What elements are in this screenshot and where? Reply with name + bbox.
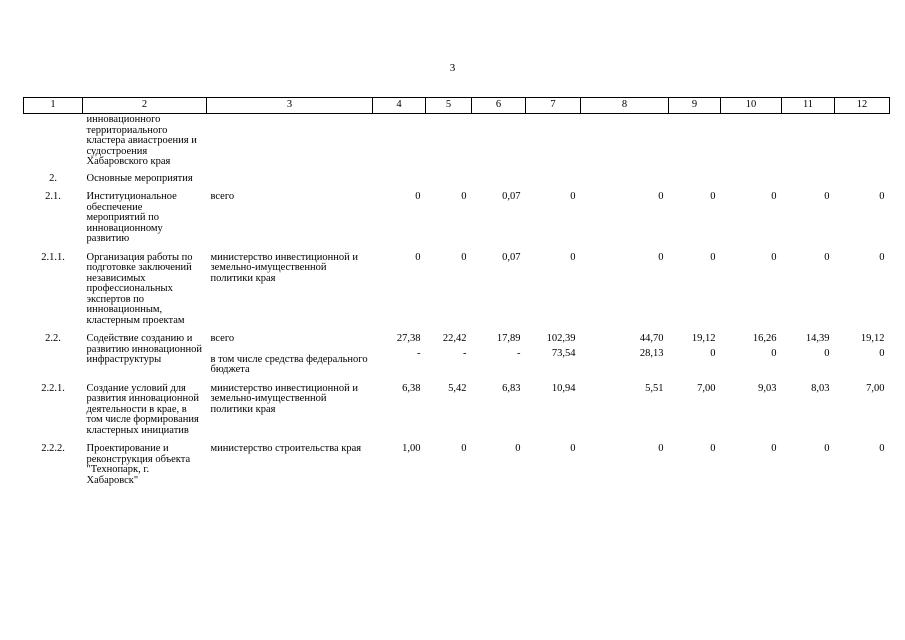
section-row bbox=[24, 168, 890, 187]
value-cell: 44,70 bbox=[639, 333, 664, 344]
sub-value-cell: 73,54 bbox=[551, 347, 576, 359]
value-cell: 0 bbox=[415, 251, 421, 263]
value-cell: 0 bbox=[515, 443, 521, 454]
value-cell: 0 bbox=[415, 191, 421, 202]
value-cell: 16,26 bbox=[752, 333, 777, 344]
sub-executor: в том числе средства федерального бюджета bbox=[210, 353, 368, 375]
value-cell: 5,42 bbox=[448, 382, 467, 394]
value-cell: 5,51 bbox=[645, 382, 664, 394]
column-header: 10 bbox=[721, 98, 782, 114]
column-header: 8 bbox=[581, 98, 669, 114]
sub-value-cell: - bbox=[517, 347, 521, 359]
value-cell: 27,38 bbox=[396, 333, 421, 344]
value-cell: 0 bbox=[879, 191, 885, 202]
activity-name: Содействие созданию и развитию инновационной инфраструктуры bbox=[86, 333, 202, 365]
executor-cell bbox=[207, 328, 373, 378]
row-number: 2.2.2. bbox=[41, 443, 65, 454]
value-cell: 17,89 bbox=[496, 333, 521, 344]
executor: министерство инвестиционной и земельно-имущественной политики края bbox=[210, 382, 358, 415]
value-cell: 1,00 bbox=[402, 443, 421, 454]
value-cell: 0 bbox=[824, 191, 830, 202]
value-cell: 0 bbox=[658, 443, 664, 454]
executor: всего bbox=[210, 191, 235, 202]
value-cell: 0 bbox=[771, 443, 777, 454]
sub-value-cell: - bbox=[417, 347, 421, 359]
sub-value-cell: 0 bbox=[771, 347, 777, 359]
sub-value-cell: 0 bbox=[710, 347, 716, 359]
value-cell: 0 bbox=[658, 191, 664, 202]
table-row-continuation bbox=[24, 114, 890, 168]
value-cell: 22,42 bbox=[442, 333, 467, 344]
value-cell: 0 bbox=[570, 443, 576, 454]
section-title: Основные мероприятия bbox=[86, 172, 193, 184]
activity-name: Создание условий для развития инновационной деятельности в крае, в том числе формирования кластерных инициатив bbox=[86, 382, 199, 436]
value-cell: 0 bbox=[824, 443, 830, 454]
row-number: 2.1. bbox=[45, 191, 61, 202]
value-cell: 6,83 bbox=[502, 382, 521, 394]
activity-name: инновационного территориального кластера авиастроения и судостроения Хабаровского края bbox=[86, 114, 197, 167]
value-cell: 0 bbox=[710, 251, 716, 263]
value-cell: 0 bbox=[658, 251, 664, 263]
value-cell: 9,03 bbox=[758, 382, 777, 394]
column-header: 6 bbox=[472, 98, 526, 114]
value-cell: 0 bbox=[710, 191, 716, 202]
table-row bbox=[24, 247, 890, 329]
value-cell: 0 bbox=[570, 191, 576, 202]
table-row bbox=[24, 328, 890, 378]
value-cell: 0 bbox=[824, 251, 830, 263]
row-number: 2.2.1. bbox=[41, 382, 65, 394]
value-cell: 0 bbox=[710, 443, 716, 454]
column-header: 1 bbox=[24, 98, 83, 114]
sub-value-cell: - bbox=[463, 347, 467, 359]
value-cell: 0 bbox=[771, 191, 777, 202]
sub-value-cell: 0 bbox=[879, 347, 885, 359]
row-number: 2.1.1. bbox=[41, 251, 65, 263]
value-cell: 7,00 bbox=[697, 382, 716, 394]
value-cell: 0 bbox=[461, 251, 467, 263]
page-number: 3 bbox=[449, 62, 456, 74]
column-header: 4 bbox=[373, 98, 426, 114]
column-header: 7 bbox=[526, 98, 581, 114]
value-cell: 14,39 bbox=[805, 333, 830, 344]
program-table bbox=[23, 97, 890, 488]
value-cell: 0,07 bbox=[502, 251, 521, 263]
value-cell: 10,94 bbox=[551, 382, 576, 394]
sub-value-cell: 28,13 bbox=[639, 347, 664, 359]
column-header: 11 bbox=[782, 98, 835, 114]
column-header: 3 bbox=[207, 98, 373, 114]
column-header: 12 bbox=[835, 98, 890, 114]
sub-value-cell: 0 bbox=[824, 347, 830, 359]
activity-name: Институциональное обеспечение мероприятий по инновационному развитию bbox=[86, 191, 177, 244]
table-row bbox=[24, 438, 890, 488]
value-cell: 19,12 bbox=[691, 333, 716, 344]
column-number-header bbox=[24, 98, 890, 114]
column-header: 2 bbox=[83, 98, 207, 114]
column-header: 9 bbox=[669, 98, 721, 114]
value-cell: 0 bbox=[461, 443, 467, 454]
value-cell: 0 bbox=[771, 251, 777, 263]
table-row bbox=[24, 378, 890, 439]
column-header: 5 bbox=[426, 98, 472, 114]
section-number: 2. bbox=[49, 172, 57, 184]
executor: министерство строительства края bbox=[210, 443, 362, 454]
value-cell: 0 bbox=[570, 251, 576, 263]
value-cell: 0 bbox=[461, 191, 467, 202]
value-cell: 0 bbox=[879, 251, 885, 263]
value-cell: 0 bbox=[879, 443, 885, 454]
value-cell: 0,07 bbox=[502, 191, 521, 202]
value-cell: 102,39 bbox=[546, 333, 576, 344]
executor: министерство инвестиционной и земельно-имущественной политики края bbox=[210, 251, 358, 284]
value-cell: 19,12 bbox=[860, 333, 885, 344]
activity-name: Проектирование и реконструкция объекта "Технопарк, г. Хабаровск" bbox=[86, 443, 191, 486]
value-cell: 6,38 bbox=[402, 382, 421, 394]
activity-name: Организация работы по подготовке заключений независимых профессиональных экспертов по инновационным, кластерным проектам bbox=[86, 251, 193, 326]
table-row bbox=[24, 186, 890, 247]
executor: всего bbox=[210, 333, 235, 344]
row-number: 2.2. bbox=[45, 333, 61, 344]
value-cell: 7,00 bbox=[866, 382, 885, 394]
value-cell: 8,03 bbox=[811, 382, 830, 394]
